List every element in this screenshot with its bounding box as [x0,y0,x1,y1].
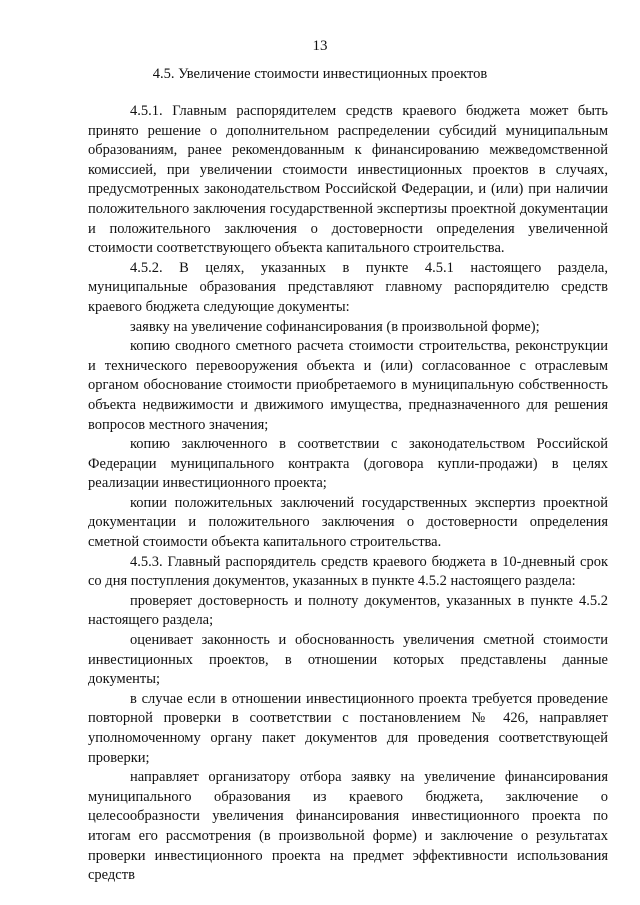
list-item-repeat-check: в случае если в отношении инвестиционного проекта требуется проведение повторной проверки в соответствии с постановлением № 426, направляет уполномоченному органу пакет документов для проведения соответствующей проверки; [88,690,608,766]
list-item-contract-copy: копию заключенного в соответствии с законодательством Российской Федерации муниципального контракта (договора купли-продажи) в целях реализации инвестиционного проекта; [88,436,608,492]
document-body [88,102,608,886]
page-number: 13 [312,38,328,54]
list-item-estimate-copy: копию сводного сметного расчета стоимости строительства, реконструкции и технического перевооружения объекта и (или) согласованное с отраслевым органом обоснование стоимости приобретаемого в муниципальную собственность объекта недвижимости и движимого имущества, предназначенного для решения вопросов местного значения; [88,338,608,433]
paragraph-4-5-3: 4.5.3. Главный распорядитель средств краевого бюджета в 10-дневный срок со дня поступления документов, указанных в пункте 4.5.2 настоящего раздела: [88,553,608,590]
list-item-verify-documents: проверяет достоверность и полноту документов, указанных в пункте 4.5.2 настоящего раздела; [88,592,608,629]
list-item-assess-legality: оценивает законность и обоснованность увеличения сметной стоимости инвестиционных проектов, в отношении которых представлены данные документы; [88,632,608,688]
paragraph-4-5-1: 4.5.1. Главным распорядителем средств краевого бюджета может быть принято решение о дополнительном распределении субсидий муниципальным образованиям, ранее рекомендованным к финансированию межведомственной комиссией, при увеличении стоимости инвестиционных проектов в случаях, предусмотренных законодательством Российской Федерации, и (или) при наличии положительного заключения государственной экспертизы проектной документации и положительного заключения о достоверности определения увеличенной стоимости соответствующего объекта капитального строительства. [88,103,608,257]
list-item-application: заявку на увеличение софинансирования (в произвольной форме); [130,318,540,335]
list-item-expertise-copies: копии положительных заключений государственных экспертиз проектной документации и положительного заключения о достоверности определения сметной стоимости объекта капитального строительства. [88,494,608,551]
paragraph-4-5-2: 4.5.2. В целях, указанных в пункте 4.5.1 настоящего раздела, муниципальные образования представляют главному распорядителю средств краевого бюджета следующие документы: [88,259,608,315]
list-item-send-application: направляет организатору отбора заявку на увеличение финансирования муниципального образования из краевого бюджета, заключение о целесообразности увеличения финансирования инвестиционного проекта по итогам его рассмотрения (в произвольной форме) и заключение о результатах проверки инвестиционного проекта на предмет эффективности использования средств [88,769,608,884]
section-title: 4.5. Увеличение стоимости инвестиционных проектов [152,66,488,82]
